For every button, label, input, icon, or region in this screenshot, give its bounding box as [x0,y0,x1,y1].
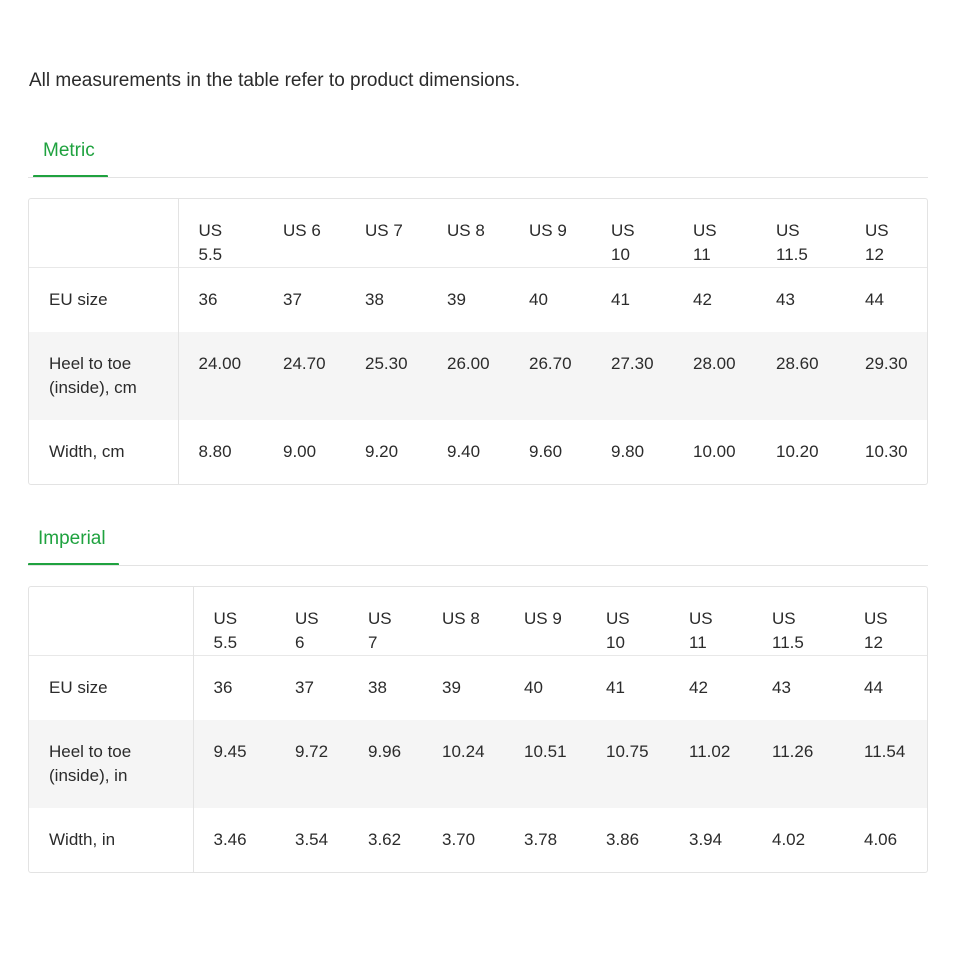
header-cell: US 8 [442,609,480,628]
table-cell: 9.60 [529,441,563,461]
table-row [29,720,927,808]
table-cell: 25.30 [345,332,427,420]
header-cell: US 11.5 [772,609,804,652]
table-cell: 26.00 [427,332,509,420]
header-cell: US 7 [368,609,392,652]
header-cell: US 11 [689,609,713,652]
tab-imperial[interactable]: Imperial [38,528,106,549]
table-cell: 29.30 [845,332,927,420]
row-label: Width, in [29,808,193,872]
table-cell: 40 [504,656,586,720]
header-cell: US 11 [693,221,717,264]
table-cell: 44 [845,268,927,332]
header-cell: US 9 [529,221,567,240]
table-cell: 11.54 [844,720,927,808]
intro-text: All measurements in the table refer to product dimensions. [29,70,521,91]
table-cell: 9.80 [611,441,645,461]
table-cell: 10.51 [504,720,586,808]
tab-divider [28,177,928,178]
table-cell: 38 [345,268,427,332]
table-cell: 3.54 [295,829,329,849]
table-cell: 9.96 [348,720,422,808]
header-cell: US 6 [295,609,319,652]
table-row [29,332,927,420]
header-cell: US 11.5 [776,221,808,264]
row-label: Width, cm [29,420,178,484]
header-cell: US 10 [611,221,635,264]
table-cell: 40 [509,268,591,332]
header-corner-cell [29,199,178,268]
table-cell: 38 [348,656,422,720]
table-cell: 3.86 [606,829,640,849]
table-row [29,420,927,484]
table-cell: 11.02 [669,720,752,808]
table-cell: 4.02 [772,829,806,849]
row-label: Heel to toe (inside), in [29,720,193,808]
table-cell: 10.00 [693,441,736,461]
table-cell: 9.45 [193,720,275,808]
table-cell: 41 [591,268,673,332]
table-cell: 39 [427,268,509,332]
table-cell: 9.20 [365,441,399,461]
table-row [29,268,927,332]
table-cell: 37 [275,656,348,720]
table-cell: 24.00 [178,332,263,420]
table-cell: 26.70 [509,332,591,420]
row-label: EU size [29,268,178,332]
table-cell: 28.60 [756,332,845,420]
table-cell: 4.06 [864,829,898,849]
table-row [29,808,927,872]
table-cell: 3.62 [368,829,402,849]
row-label: Heel to toe (inside), cm [29,332,178,420]
imperial-header-row [29,587,927,656]
header-corner-cell [29,587,193,656]
table-cell: 10.20 [776,441,819,461]
table-cell: 9.00 [283,441,317,461]
header-cell: US 12 [864,609,888,652]
table-cell: 9.72 [275,720,348,808]
table-cell: 10.24 [422,720,504,808]
header-cell: US 10 [606,609,630,652]
table-cell: 36 [178,268,263,332]
table-cell: 36 [193,656,275,720]
table-cell: 39 [422,656,504,720]
table-cell: 42 [669,656,752,720]
table-cell: 42 [673,268,756,332]
metric-header-row [29,199,927,268]
table-cell: 28.00 [673,332,756,420]
header-cell: US 8 [447,221,485,240]
table-cell: 10.75 [586,720,669,808]
table-cell: 44 [844,656,927,720]
table-cell: 24.70 [263,332,345,420]
tab-metric[interactable]: Metric [43,140,95,161]
table-cell: 43 [752,656,844,720]
metric-table [28,198,928,485]
table-cell: 43 [756,268,845,332]
table-cell: 41 [586,656,669,720]
row-label: EU size [29,656,193,720]
table-cell: 10.30 [865,441,908,461]
table-cell: 11.26 [752,720,844,808]
table-cell: 3.94 [689,829,723,849]
table-cell: 27.30 [591,332,673,420]
table-cell: 3.46 [213,829,247,849]
header-cell: US 5.5 [198,221,223,264]
header-cell: US 12 [865,221,889,264]
header-cell: US 9 [524,609,562,628]
header-cell: US 5.5 [213,609,238,652]
table-row [29,656,927,720]
table-cell: 8.80 [198,441,232,461]
table-cell: 3.78 [524,829,558,849]
imperial-table [28,586,928,873]
table-cell: 37 [263,268,345,332]
header-cell: US 6 [283,221,321,240]
tab-divider [28,565,928,566]
table-cell: 3.70 [442,829,476,849]
header-cell: US 7 [365,221,403,240]
table-cell: 9.40 [447,441,481,461]
